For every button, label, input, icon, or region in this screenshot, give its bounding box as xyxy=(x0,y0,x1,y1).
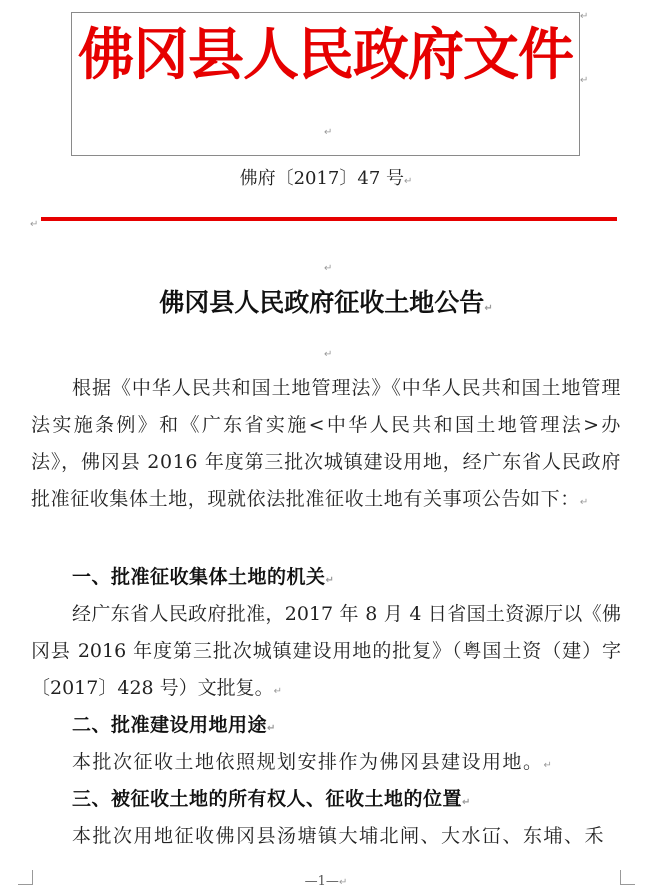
body-paragraph xyxy=(31,818,621,858)
body-paragraph xyxy=(31,370,621,518)
body-paragraph-text: 本批次用地征收佛冈县汤塘镇大埔北闸、大水冚、东埔、禾 xyxy=(72,825,606,847)
notice-title xyxy=(0,286,652,320)
page-number-text: —1— xyxy=(304,874,339,889)
return-mark-icon: ↵ xyxy=(338,877,348,888)
body-paragraph-text: 根据《中华人民共和国土地管理法》《中华人民共和国土地管理法实施条例》和《广东省实施<中华人民共和国土地管理法>办法》，佛冈县 2016 年度第三批次城镇建设用地，经广东省人民政府批准征收集体土地，现就依法批准征收土地有关事项公告如下： xyxy=(31,377,621,510)
return-mark-icon: ↵ xyxy=(324,263,333,274)
return-mark-icon: ↵ xyxy=(580,75,589,86)
return-mark-icon: ↵ xyxy=(324,127,333,138)
return-mark-icon: ↵ xyxy=(267,723,276,734)
return-mark-icon: ↵ xyxy=(404,176,413,187)
body-paragraph xyxy=(31,744,621,781)
return-mark-icon: ↵ xyxy=(324,349,333,360)
section-heading-text: 二、批准建设用地用途 xyxy=(72,714,268,736)
section-heading-text: 一、批准征收集体土地的机关 xyxy=(72,566,326,588)
document-header-title: 佛冈县人民政府文件 xyxy=(78,22,573,88)
document-number xyxy=(0,166,652,192)
section-heading xyxy=(72,781,471,818)
return-mark-icon: ↵ xyxy=(580,11,589,22)
notice-title-text: 佛冈县人民政府征收土地公告 xyxy=(159,288,485,317)
section-heading xyxy=(72,559,334,596)
return-mark-icon: ↵ xyxy=(543,760,554,771)
body-paragraph-text: 经广东省人民政府批准，2017 年 8 月 4 日省国土资源厅以《佛冈县 2016 年度第三批次城镇建设用地的批复》（粤国土资（建）字〔2017〕428 号）文批复。 xyxy=(31,603,621,699)
page-number xyxy=(0,872,652,892)
return-mark-icon: ↵ xyxy=(579,497,589,508)
section-heading xyxy=(72,707,276,744)
section-heading-text: 三、被征收土地的所有权人、征收土地的位置 xyxy=(72,788,463,810)
body-paragraph-text: 本批次征收土地依照规划安排作为佛冈县建设用地。 xyxy=(72,751,544,773)
return-mark-icon: ↵ xyxy=(30,219,39,230)
document-number-text: 佛府〔2017〕47 号 xyxy=(239,168,405,189)
body-paragraph xyxy=(31,596,621,707)
return-mark-icon: ↵ xyxy=(325,575,335,586)
red-separator-line xyxy=(41,217,617,221)
return-mark-icon: ↵ xyxy=(462,797,471,808)
return-mark-icon: ↵ xyxy=(273,686,283,697)
return-mark-icon: ↵ xyxy=(484,303,493,314)
